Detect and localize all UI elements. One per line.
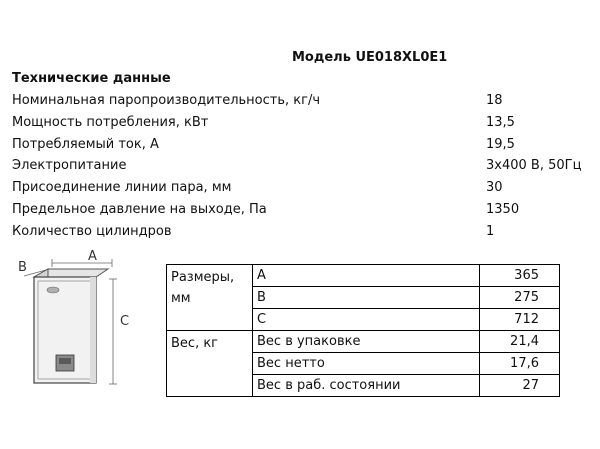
weight-category-label: Вес, кг	[171, 336, 219, 351]
table-row	[167, 265, 560, 287]
value-cell: 21,4	[480, 331, 560, 353]
param-cell: Вес нетто	[253, 353, 480, 375]
param-cell: C	[253, 309, 480, 331]
value-cell: 27	[480, 375, 560, 397]
model-title: Модель UE018XL0E1	[292, 50, 448, 65]
param-cell: B	[253, 287, 480, 309]
dim-label-c: C	[120, 314, 130, 329]
spec-label: Предельное давление на выходе, Па	[12, 202, 267, 217]
weight-category-cell	[167, 331, 253, 397]
spec-label: Присоединение линии пара, мм	[12, 180, 232, 195]
dimensions-table	[166, 264, 560, 397]
spec-value: 1	[486, 224, 495, 239]
spec-value: 18	[486, 93, 503, 108]
spec-label: Электропитание	[12, 158, 127, 173]
spec-value: 13,5	[486, 115, 515, 130]
spec-row	[12, 202, 592, 222]
spec-row	[12, 158, 592, 178]
value-cell: 712	[480, 309, 560, 331]
spec-label: Номинальная паропроизводительность, кг/ч	[12, 93, 321, 108]
spec-value: 19,5	[486, 137, 515, 152]
spec-label: Мощность потребления, кВт	[12, 115, 209, 130]
dim-label-a: A	[88, 249, 97, 264]
size-category-label: Размеры, мм	[171, 270, 235, 306]
param-cell: Вес в раб. состоянии	[253, 375, 480, 397]
spec-row	[12, 137, 592, 157]
spec-value: 1350	[486, 202, 520, 217]
spec-row	[12, 180, 592, 200]
param-cell: A	[253, 265, 480, 287]
spec-row	[12, 224, 592, 244]
dim-label-b: B	[18, 260, 27, 275]
boiler-diagram	[16, 249, 140, 389]
size-category-cell	[167, 265, 253, 331]
table-row	[167, 331, 560, 353]
spec-row	[12, 93, 592, 113]
value-cell: 365	[480, 265, 560, 287]
value-cell: 275	[480, 287, 560, 309]
specs-heading: Технические данные	[12, 71, 171, 86]
spec-label: Потребляемый ток, А	[12, 137, 159, 152]
value-cell: 17,6	[480, 353, 560, 375]
spec-row	[12, 115, 592, 135]
param-cell: Вес в упаковке	[253, 331, 480, 353]
spec-value: 30	[486, 180, 503, 195]
spec-label: Количество цилиндров	[12, 224, 172, 239]
spec-value: 3х400 В, 50Гц	[486, 158, 582, 173]
